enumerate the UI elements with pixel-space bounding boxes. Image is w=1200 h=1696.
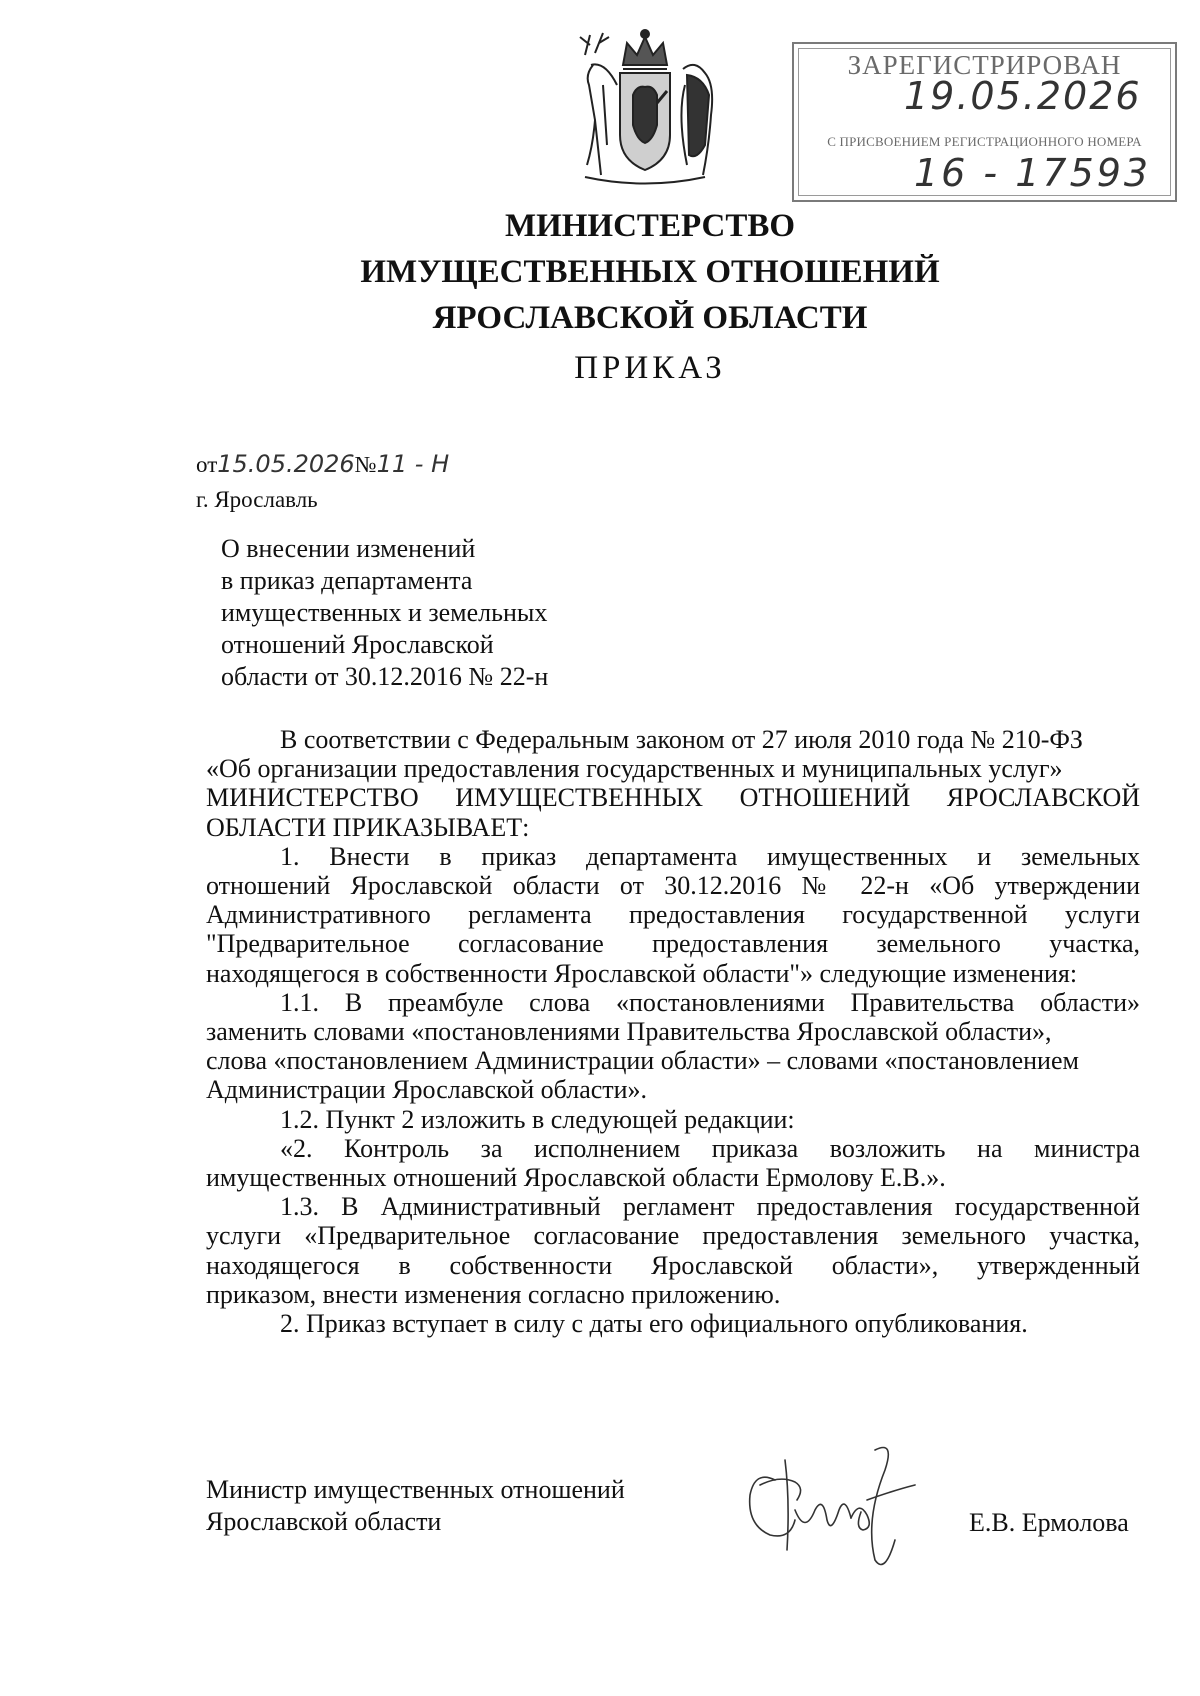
- body-line: 1. Внести в приказ департамента имущественных и земельных: [280, 841, 1140, 871]
- body-line: слова «постановлением Администрации области» – словами «постановлением: [206, 1046, 1079, 1076]
- body-line: находящегося в собственности Ярославской области», утвержденный: [206, 1250, 1140, 1280]
- subject-line: О внесении изменений: [221, 534, 476, 563]
- body-line: услуги «Предварительное согласование предоставления земельного участка,: [206, 1221, 1140, 1251]
- subject-line: имущественных и земельных: [221, 598, 548, 627]
- body-line: В соответствии с Федеральным законом от 27 июля 2010 года № 210-ФЗ: [280, 725, 1083, 754]
- body-line: 2. Приказ вступает в силу с даты его официального опубликования.: [280, 1309, 1028, 1339]
- stamp-date: 19.05.2026: [904, 74, 1142, 118]
- body-line: ОБЛАСТИ ПРИКАЗЫВАЕТ:: [206, 812, 530, 842]
- body-line: «Об организации предоставления государственных и муниципальных услуг»: [206, 754, 1063, 784]
- signatory-name: Е.В. Ермолова: [969, 1508, 1129, 1537]
- org-line: ИМУЩЕСТВЕННЫХ ОТНОШЕНИЙ: [360, 254, 940, 290]
- subject-line: отношений Ярославской: [221, 630, 494, 659]
- body-line: имущественных отношений Ярославской области Ермолову Е.В.».: [206, 1163, 946, 1193]
- stamp-subtitle: С ПРИСВОЕНИЕМ РЕГИСТРАЦИОННОГО НОМЕРА: [827, 134, 1142, 149]
- stamp-reg-number: 16 - 17593: [914, 151, 1152, 195]
- order-number: 11 - Н: [376, 450, 450, 478]
- body-line: Администрации Ярославской области».: [206, 1075, 648, 1105]
- body-line: Административного регламента предоставления государственной услуги: [206, 900, 1140, 930]
- date-prefix: от: [196, 452, 218, 477]
- body-line: "Предварительное согласование предоставления земельного участка,: [206, 929, 1140, 959]
- city: г. Ярославль: [196, 487, 318, 512]
- handwritten-signature: [735, 1440, 965, 1575]
- document-type: ПРИКАЗ: [574, 350, 726, 386]
- org-line: ЯРОСЛАВСКОЙ ОБЛАСТИ: [432, 300, 868, 336]
- body-line: находящегося в собственности Ярославской области"» следующие изменения:: [206, 958, 1078, 988]
- subject-line: области от 30.12.2016 № 22-н: [221, 662, 549, 691]
- position-line: Ярославской области: [206, 1507, 442, 1536]
- signatory-position: [206, 1474, 625, 1538]
- body-line: 1.1. В преамбуле слова «постановлениями Правительства области»: [280, 987, 1140, 1017]
- body-line: заменить словами «постановлениями Правительства Ярославской области»,: [206, 1017, 1052, 1047]
- order-body: [206, 725, 1140, 1338]
- body-line: 1.2. Пункт 2 изложить в следующей редакции:: [280, 1104, 795, 1134]
- number-prefix: №: [354, 452, 377, 477]
- body-line: приказом, внести изменения согласно приложению.: [206, 1279, 781, 1309]
- order-date: 15.05.2026: [217, 450, 355, 478]
- order-subject: [221, 533, 641, 693]
- org-line: МИНИСТЕРСТВО: [504, 208, 796, 244]
- subject-line: в приказ департамента: [221, 566, 473, 595]
- coat-of-arms-icon: [565, 25, 725, 187]
- registration-stamp: [792, 42, 1177, 202]
- position-line: Министр имущественных отношений: [206, 1475, 625, 1504]
- date-number-line: [196, 450, 449, 478]
- body-line: 1.3. В Административный регламент предоставления государственной: [280, 1192, 1140, 1222]
- body-line: отношений Ярославской области от 30.12.2016 № 22-н «Об утверждении: [206, 871, 1140, 901]
- body-line: МИНИСТЕРСТВО ИМУЩЕСТВЕННЫХ ОТНОШЕНИЙ ЯРОСЛАВСКОЙ: [206, 783, 1140, 813]
- stamp-title: ЗАРЕГИСТРИРОВАН: [847, 50, 1122, 80]
- organization-title: [300, 203, 1000, 341]
- body-line: «2. Контроль за исполнением приказа возложить на министра: [280, 1133, 1140, 1163]
